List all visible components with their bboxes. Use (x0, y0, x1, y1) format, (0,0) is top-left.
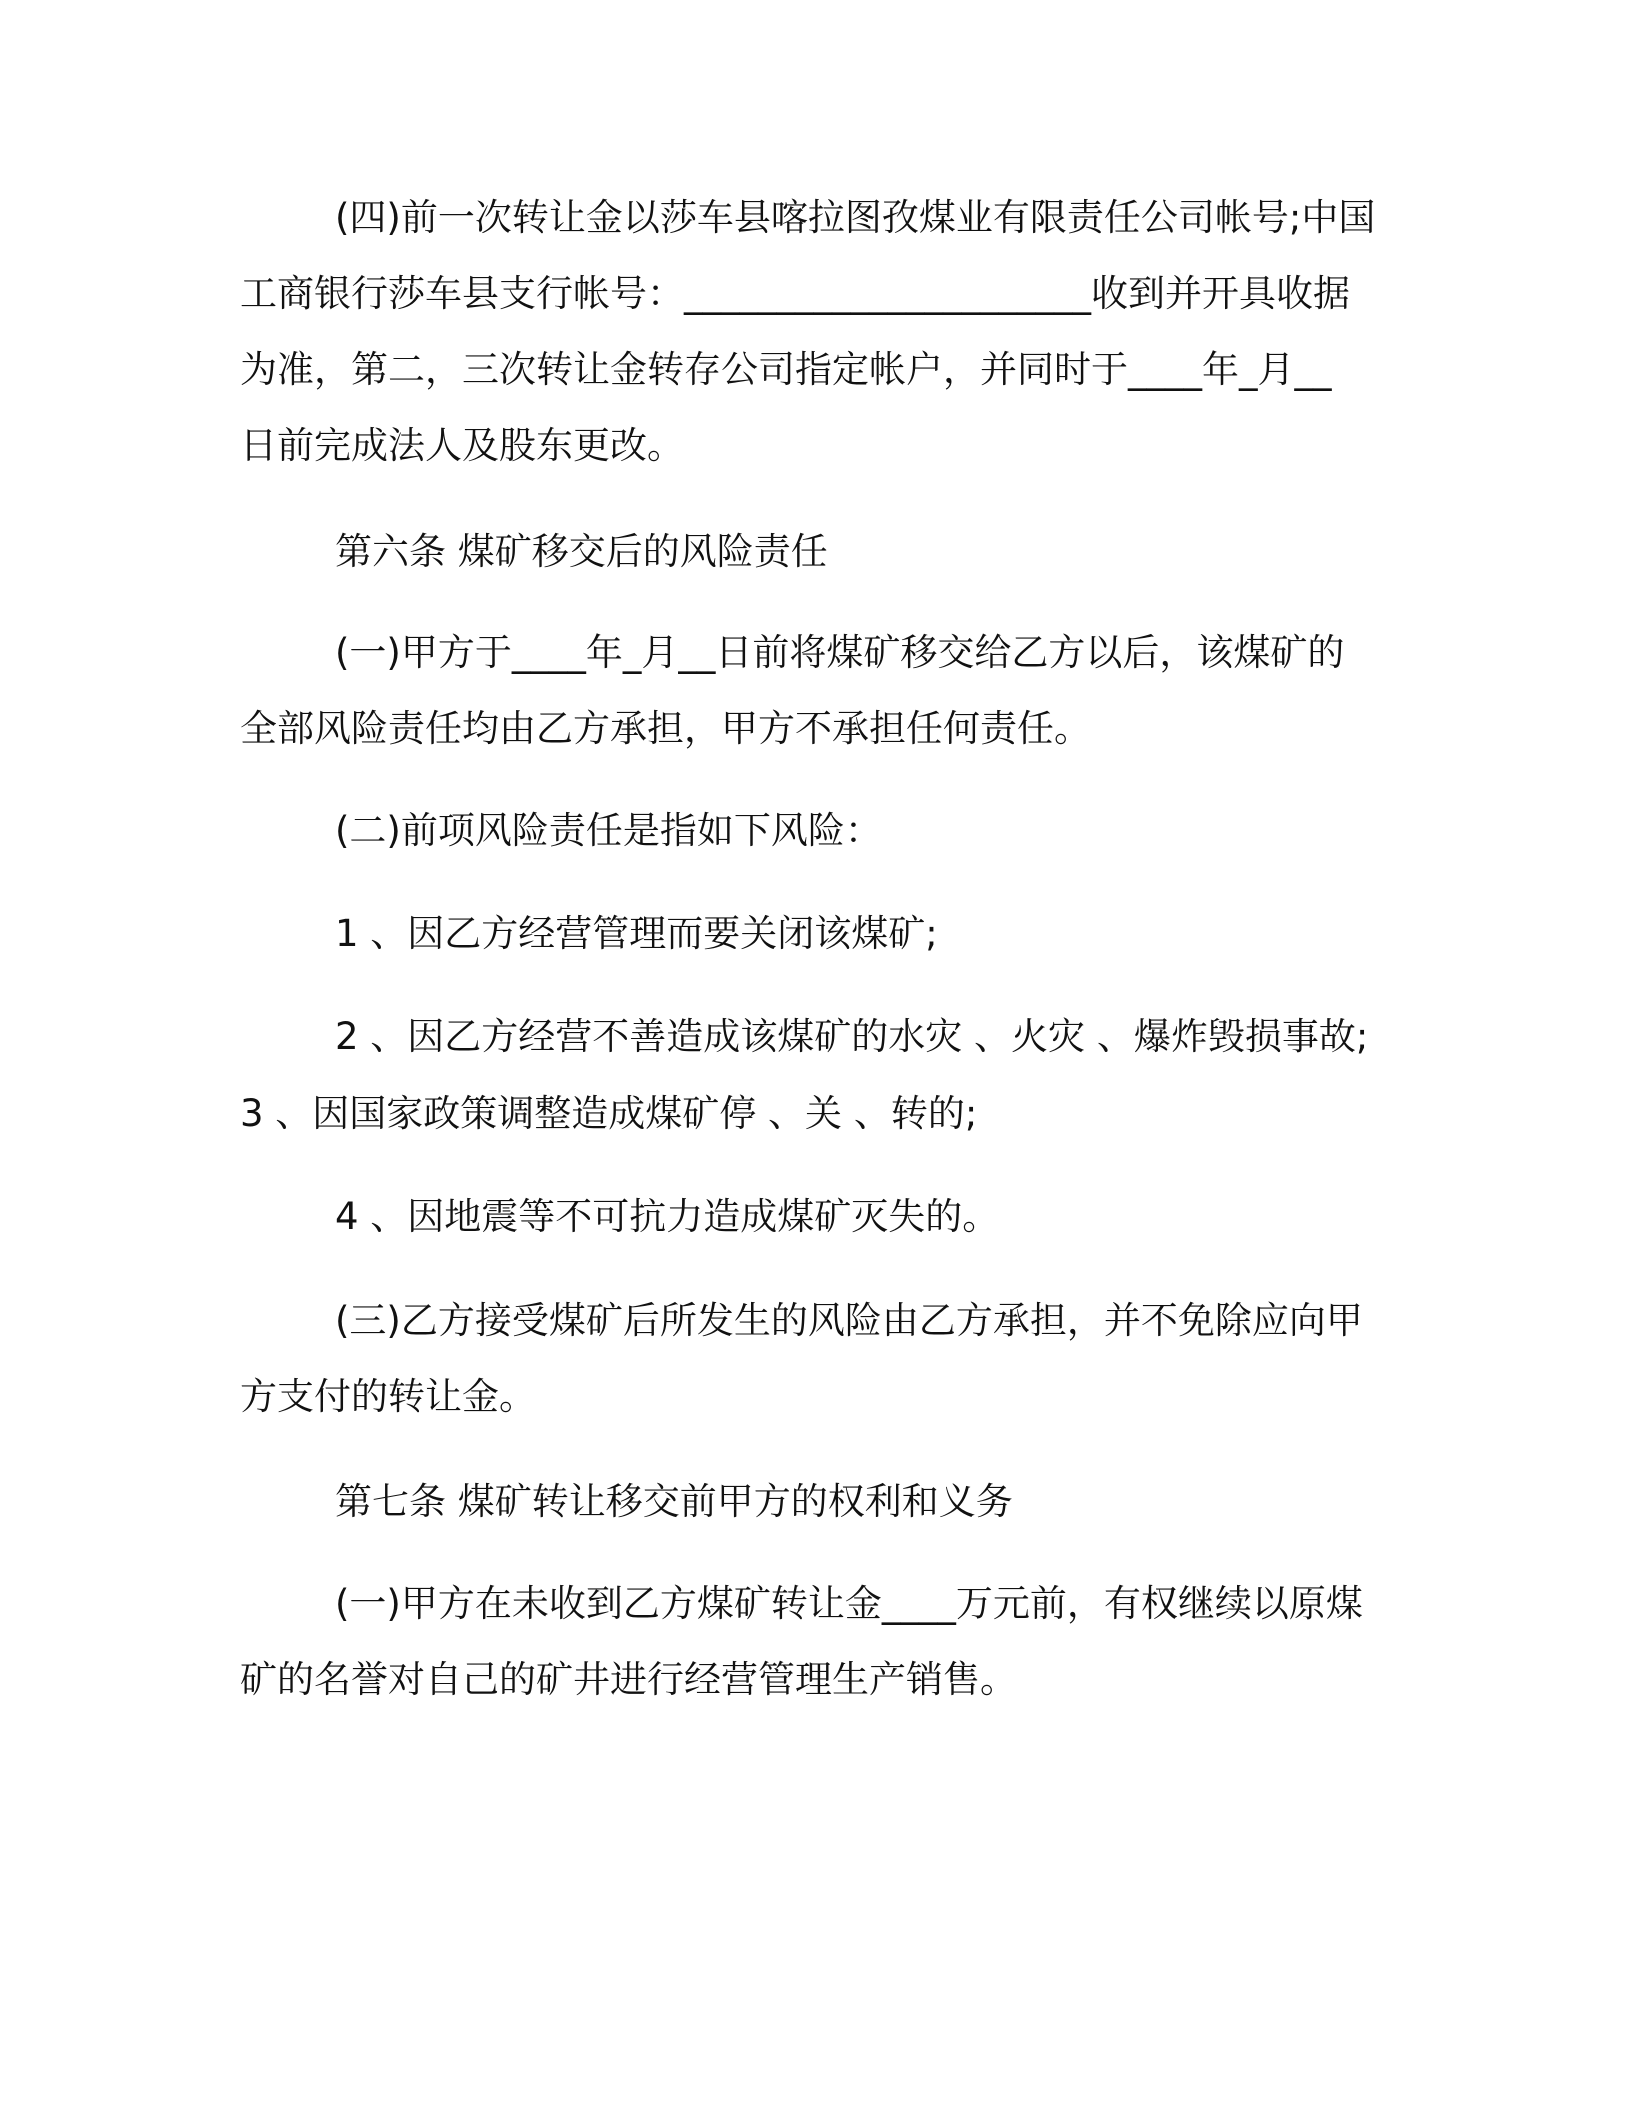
article-6-item-3-line-1: (三)乙方接受煤矿后所发生的风险由乙方承担，并不免除应向甲 (335, 1299, 1363, 1342)
risk-item-1: 1 、因乙方经营管理而要关闭该煤矿; (335, 912, 938, 955)
article-7-item-1-line-2: 矿的名誉对自己的矿井进行经营管理生产销售。 (240, 1658, 1017, 1701)
paragraph-4-line-3: 为准，第二，三次转让金转存公司指定帐户，并同时于____年_月__ (240, 348, 1332, 391)
paragraph-4-line-1: (四)前一次转让金以莎车县喀拉图孜煤业有限责任公司帐号;中国 (335, 196, 1376, 239)
article-6-item-3-line-2: 方支付的转让金。 (240, 1375, 536, 1418)
article-6-item-1-line-1: (一)甲方于____年_月__日前将煤矿移交给乙方以后，该煤矿的 (335, 631, 1345, 674)
paragraph-4-line-2: 工商银行莎车县支行帐号：______________________收到并开具收据 (240, 272, 1350, 315)
article-7-heading: 第七条 煤矿转让移交前甲方的权利和义务 (335, 1480, 1013, 1523)
article-6-item-1-line-2: 全部风险责任均由乙方承担，甲方不承担任何责任。 (240, 707, 1091, 750)
article-6-heading: 第六条 煤矿移交后的风险责任 (335, 530, 828, 573)
risk-item-4: 4 、因地震等不可抗力造成煤矿灭失的。 (335, 1195, 1000, 1238)
risk-item-3: 3 、因国家政策调整造成煤矿停 、关 、转的; (240, 1092, 978, 1135)
risk-item-2: 2 、因乙方经营不善造成该煤矿的水灾 、火灾 、爆炸毁损事故; (335, 1015, 1369, 1058)
paragraph-4-line-4: 日前完成法人及股东更改。 (240, 424, 684, 467)
article-7-item-1-line-1: (一)甲方在未收到乙方煤矿转让金____万元前，有权继续以原煤 (335, 1582, 1363, 1625)
article-6-item-2: (二)前项风险责任是指如下风险： (335, 809, 882, 852)
